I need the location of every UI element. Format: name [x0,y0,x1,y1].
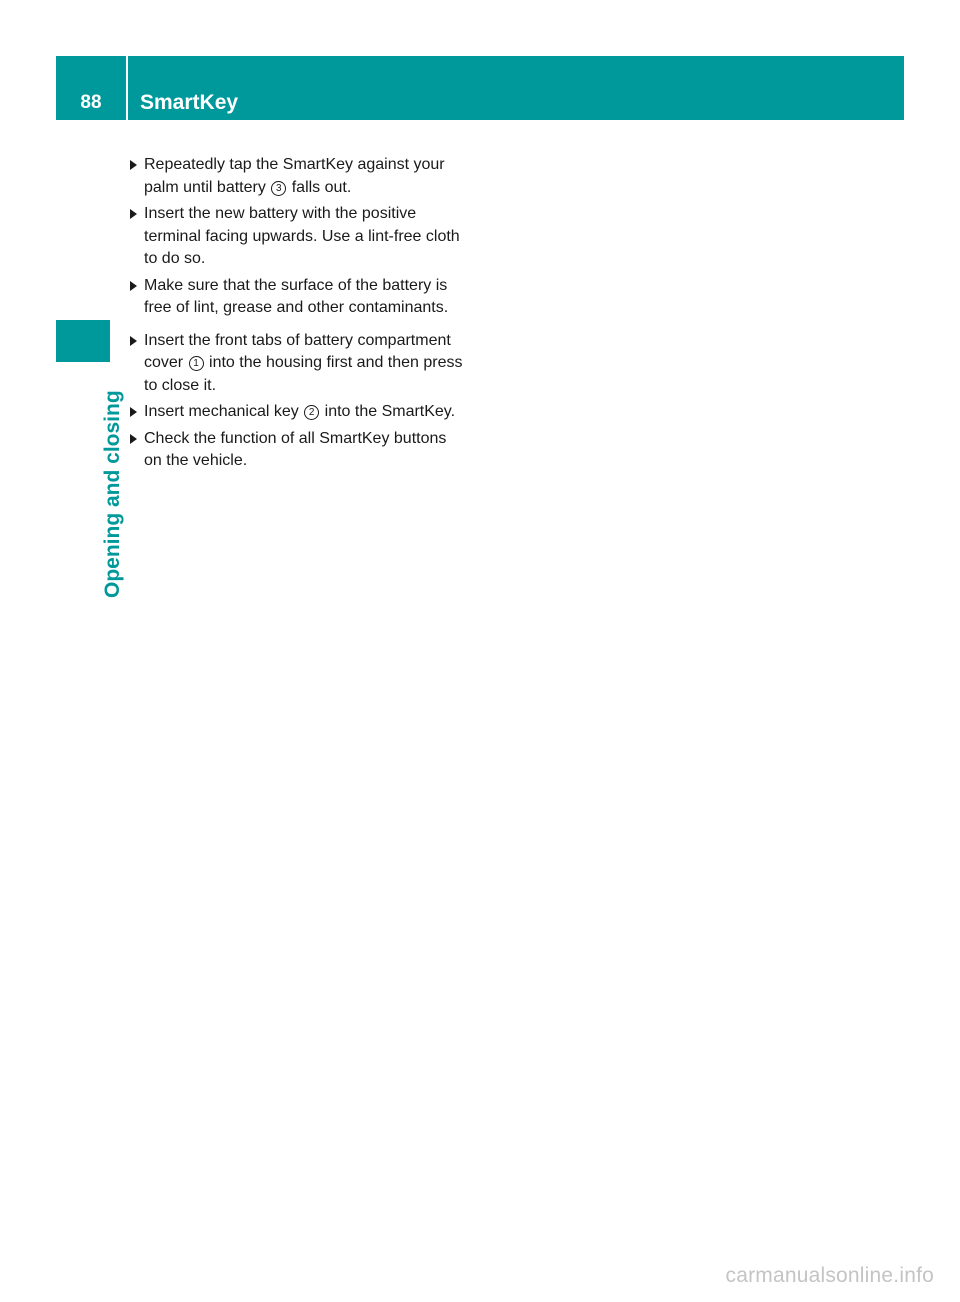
arrow-icon [130,434,137,444]
arrow-icon [130,209,137,219]
section-title: SmartKey [140,91,239,114]
arrow-icon [130,160,137,170]
chapter-tab [56,320,110,362]
step-item: Check the function of all SmartKey buttons on the vehicle. [128,428,468,473]
page-number: 88 [80,92,102,113]
number-2-icon: 2 [304,405,319,420]
step-item: Make sure that the surface of the battery is free of lint, grease and other contaminants. [128,275,468,320]
header-divider [126,56,128,120]
step-item: Insert the new battery with the positive terminal facing upwards. Use a lint-free cloth to do so. [128,203,468,271]
number-1-icon: 1 [189,356,204,371]
step-item: Insert the front tabs of battery compartment cover 1 into the housing first and then press to close it. [128,330,468,398]
chapter-label: Opening and closing [101,390,124,598]
arrow-icon [130,336,137,346]
instruction-steps [128,154,468,473]
arrow-icon [130,407,137,417]
step-item: Insert mechanical key 2 into the SmartKey. [128,401,468,424]
watermark: carmanualsonline.info [725,1264,934,1287]
step-item: Repeatedly tap the SmartKey against your palm until battery 3 falls out. [128,154,468,199]
number-3-icon: 3 [271,181,286,196]
arrow-icon [130,281,137,291]
